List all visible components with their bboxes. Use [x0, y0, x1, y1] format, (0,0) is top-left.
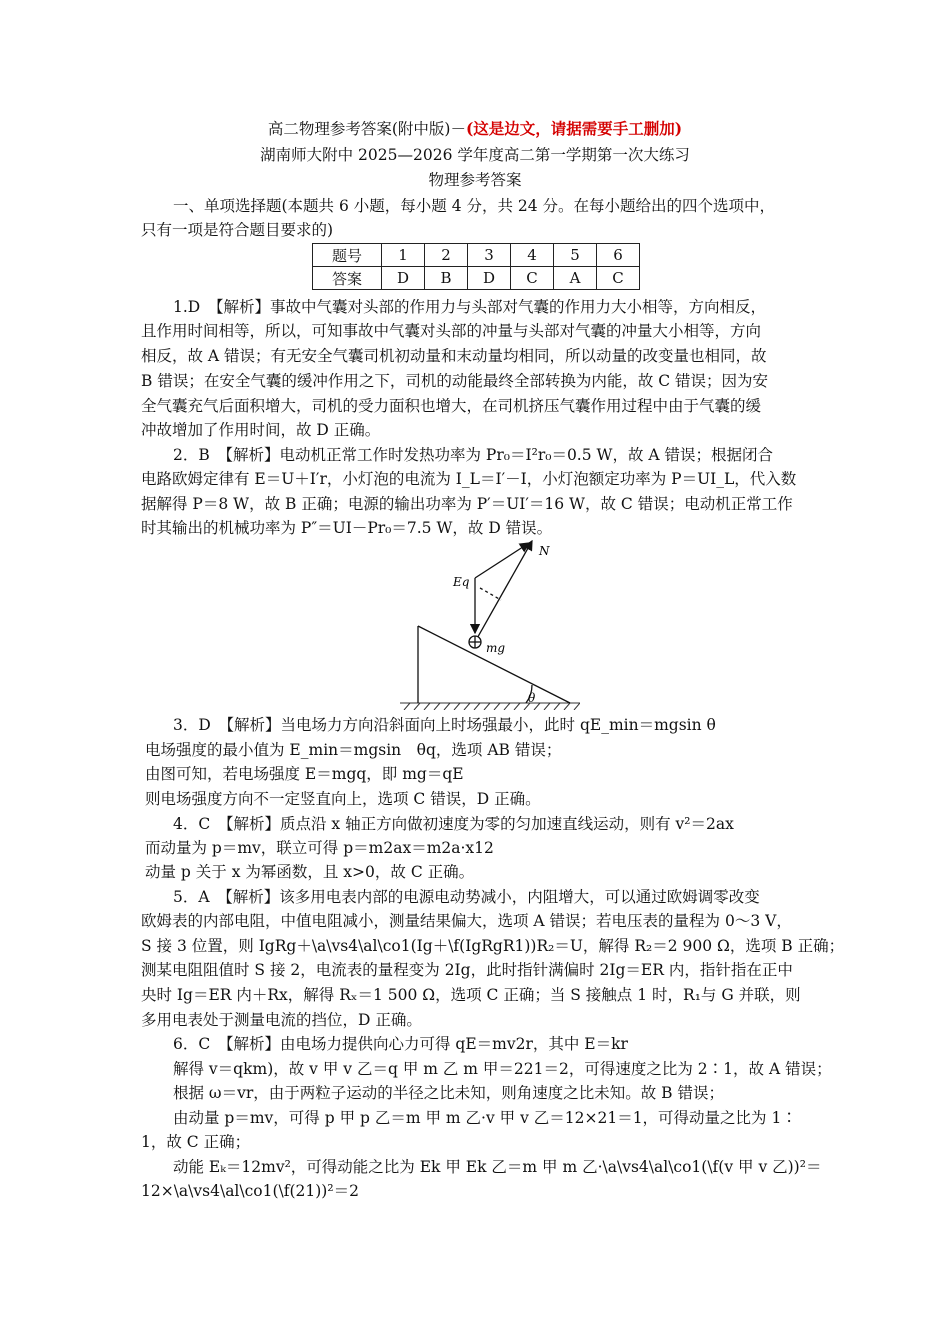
label-N: N — [539, 544, 550, 558]
section-intro: 一、单项选择题(本题共 6 小题，每小题 4 分，共 24 分。在每小题给出的四个选项中， — [173, 197, 776, 215]
label-mg: mg — [486, 641, 506, 655]
text-line: 6．C 【解析】由电场力提供向心力可得 qE＝mv2r，其中 E＝kr — [173, 1035, 628, 1053]
text-line: 相反，故 A 错误；有无安全气囊司机初动量和末动量均相同，所以动量的改变量也相同，故 — [141, 347, 767, 365]
text-line: 动能 Eₖ＝12mv²，可得动能之比为 Ek 甲 Ek 乙＝m 甲 m 乙·\a\vs4\al\co1(\f(v 甲 v 乙))²＝ — [173, 1158, 822, 1176]
text-line: 时其输出的机械功率为 P″＝UI－Pr₀＝7.5 W，故 D 错误。 — [141, 519, 553, 537]
text-line: 根据 ω＝vr，由于两粒子运动的半径之比未知，则角速度之比未知。故 B 错误； — [173, 1084, 724, 1102]
table-cell: A — [554, 267, 597, 290]
table-cell: 题号 — [313, 244, 382, 267]
table-cell: C — [511, 267, 554, 290]
text-line: S 接 3 位置，则 IgRg＋\a\vs4\al\co1(Ig＋\f(IgRgR1))R₂＝U，解得 R₂＝2 900 Ω，选项 B 正确； — [141, 937, 845, 955]
answer-table — [312, 243, 640, 290]
table-cell: 1 — [382, 244, 425, 267]
header-line-2: 湖南师大附中 2025—2026 学年度高二第一学期第一次大练习 — [260, 146, 690, 164]
force-vectors — [469, 541, 532, 648]
force-diagram — [400, 535, 580, 710]
text-line: 欧姆表的内部电阻，中值电阻减小，测量结果偏大，选项 A 错误；若电压表的量程为 0～3 V， — [141, 912, 792, 930]
table-cell: 3 — [468, 244, 511, 267]
text-line: 测某电阻阻值时 S 接 2，电流表的量程变为 2Ig，此时指针满偏时 2Ig＝ER 内，指针指在正中 — [141, 961, 793, 979]
text-line: 4．C 【解析】质点沿 x 轴正方向做初速度为零的匀加速直线运动，则有 v²＝2ax — [173, 815, 734, 833]
table-cell: D — [468, 267, 511, 290]
table-cell: D — [382, 267, 425, 290]
text-line: 5．A 【解析】该多用电表内部的电源电动势减小，内阻增大，可以通过欧姆调零改变 — [173, 888, 760, 906]
header-title: 高二物理参考答案(附中版)－ — [267, 120, 466, 138]
table-cell: 6 — [597, 244, 640, 267]
label-theta: θ — [528, 691, 536, 705]
text-line: 而动量为 p＝mv，联立可得 p＝m2ax＝m2a·x12 — [145, 839, 494, 857]
label-Eq: Eq — [453, 575, 470, 589]
table-cell: 答案 — [313, 267, 382, 290]
table-cell: 5 — [554, 244, 597, 267]
text-line: 且作用时间相等，所以，可知事故中气囊对头部的冲量与头部对气囊的冲量大小相等，方向 — [141, 322, 762, 340]
text-line: 解得 v＝qkm)，故 v 甲 v 乙＝q 甲 m 乙 m 甲＝221＝2，可得速度之比为 2∶1，故 A 错误； — [173, 1060, 832, 1078]
section-intro-2: 只有一项是符合题目要求的) — [141, 221, 334, 239]
text-line: 12×\a\vs4\al\co1(\f(21))²＝2 — [141, 1182, 359, 1200]
text-line: 电路欧姆定律有 E＝U＋I′r，小灯泡的电流为 I_L＝I′－I，小灯泡额定功率为 P＝UI_L，代入数 — [141, 470, 797, 488]
text-line: 多用电表处于测量电流的挡位，D 正确。 — [141, 1011, 422, 1029]
text-line: 由图可知，若电场强度 E＝mgq，即 mg＝qE — [145, 765, 464, 783]
text-line: 据解得 P＝8 W，故 B 正确；电源的输出功率为 P′＝UI′＝16 W，故 C 错误；电动机正常工作 — [141, 495, 793, 513]
header-note: (这是边文，请据需要手工删加) — [465, 119, 683, 138]
table-cell: 2 — [425, 244, 468, 267]
text-line: 3．D 【解析】当电场力方向沿斜面向上时场强最小，此时 qE_min＝mgsin θ — [173, 716, 716, 734]
incline — [418, 626, 570, 703]
text-line: 1.D 【解析】事故中气囊对头部的作用力与头部对气囊的作用力大小相等，方向相反， — [173, 298, 766, 316]
header-line-1 — [0, 119, 950, 139]
text-line: 由动量 p＝mv，可得 p 甲 p 乙＝m 甲 m 乙·v 甲 v 乙＝12×21＝1，可得动量之比为 1∶ — [173, 1109, 797, 1127]
text-line: 冲故增加了作用时间，故 D 正确。 — [141, 421, 381, 439]
table-row — [313, 244, 640, 267]
text-line: 全气囊充气后面积增大，司机的受力面积也增大，在司机挤压气囊作用过程中由于气囊的缓 — [141, 397, 762, 415]
header-line-3: 物理参考答案 — [428, 171, 522, 189]
table-cell: C — [597, 267, 640, 290]
text-line: B 错误；在安全气囊的缓冲作用之下，司机的动能最终全部转换为内能，故 C 错误；因为安 — [141, 372, 769, 390]
ground-hatching — [400, 703, 580, 710]
text-line: 1，故 C 正确； — [141, 1133, 251, 1151]
table-cell: 4 — [511, 244, 554, 267]
table-cell: B — [425, 267, 468, 290]
text-line: 央时 Ig＝ER 内＋Rx，解得 Rₓ＝1 500 Ω，选项 C 正确；当 S 接触点 1 时，R₁与 G 并联，则 — [141, 986, 801, 1004]
text-line: 动量 p 关于 x 为幂函数，且 x>0，故 C 正确。 — [145, 863, 475, 881]
text-line: 电场强度的最小值为 E_min＝mgsin θq，选项 AB 错误； — [145, 741, 562, 759]
text-line: 则电场强度方向不一定竖直向上，选项 C 错误，D 正确。 — [145, 790, 541, 808]
text-line: 2．B 【解析】电动机正常工作时发热功率为 Pr₀＝I²r₀＝0.5 W，故 A 错误；根据闭合 — [173, 446, 773, 464]
table-row — [313, 267, 640, 290]
